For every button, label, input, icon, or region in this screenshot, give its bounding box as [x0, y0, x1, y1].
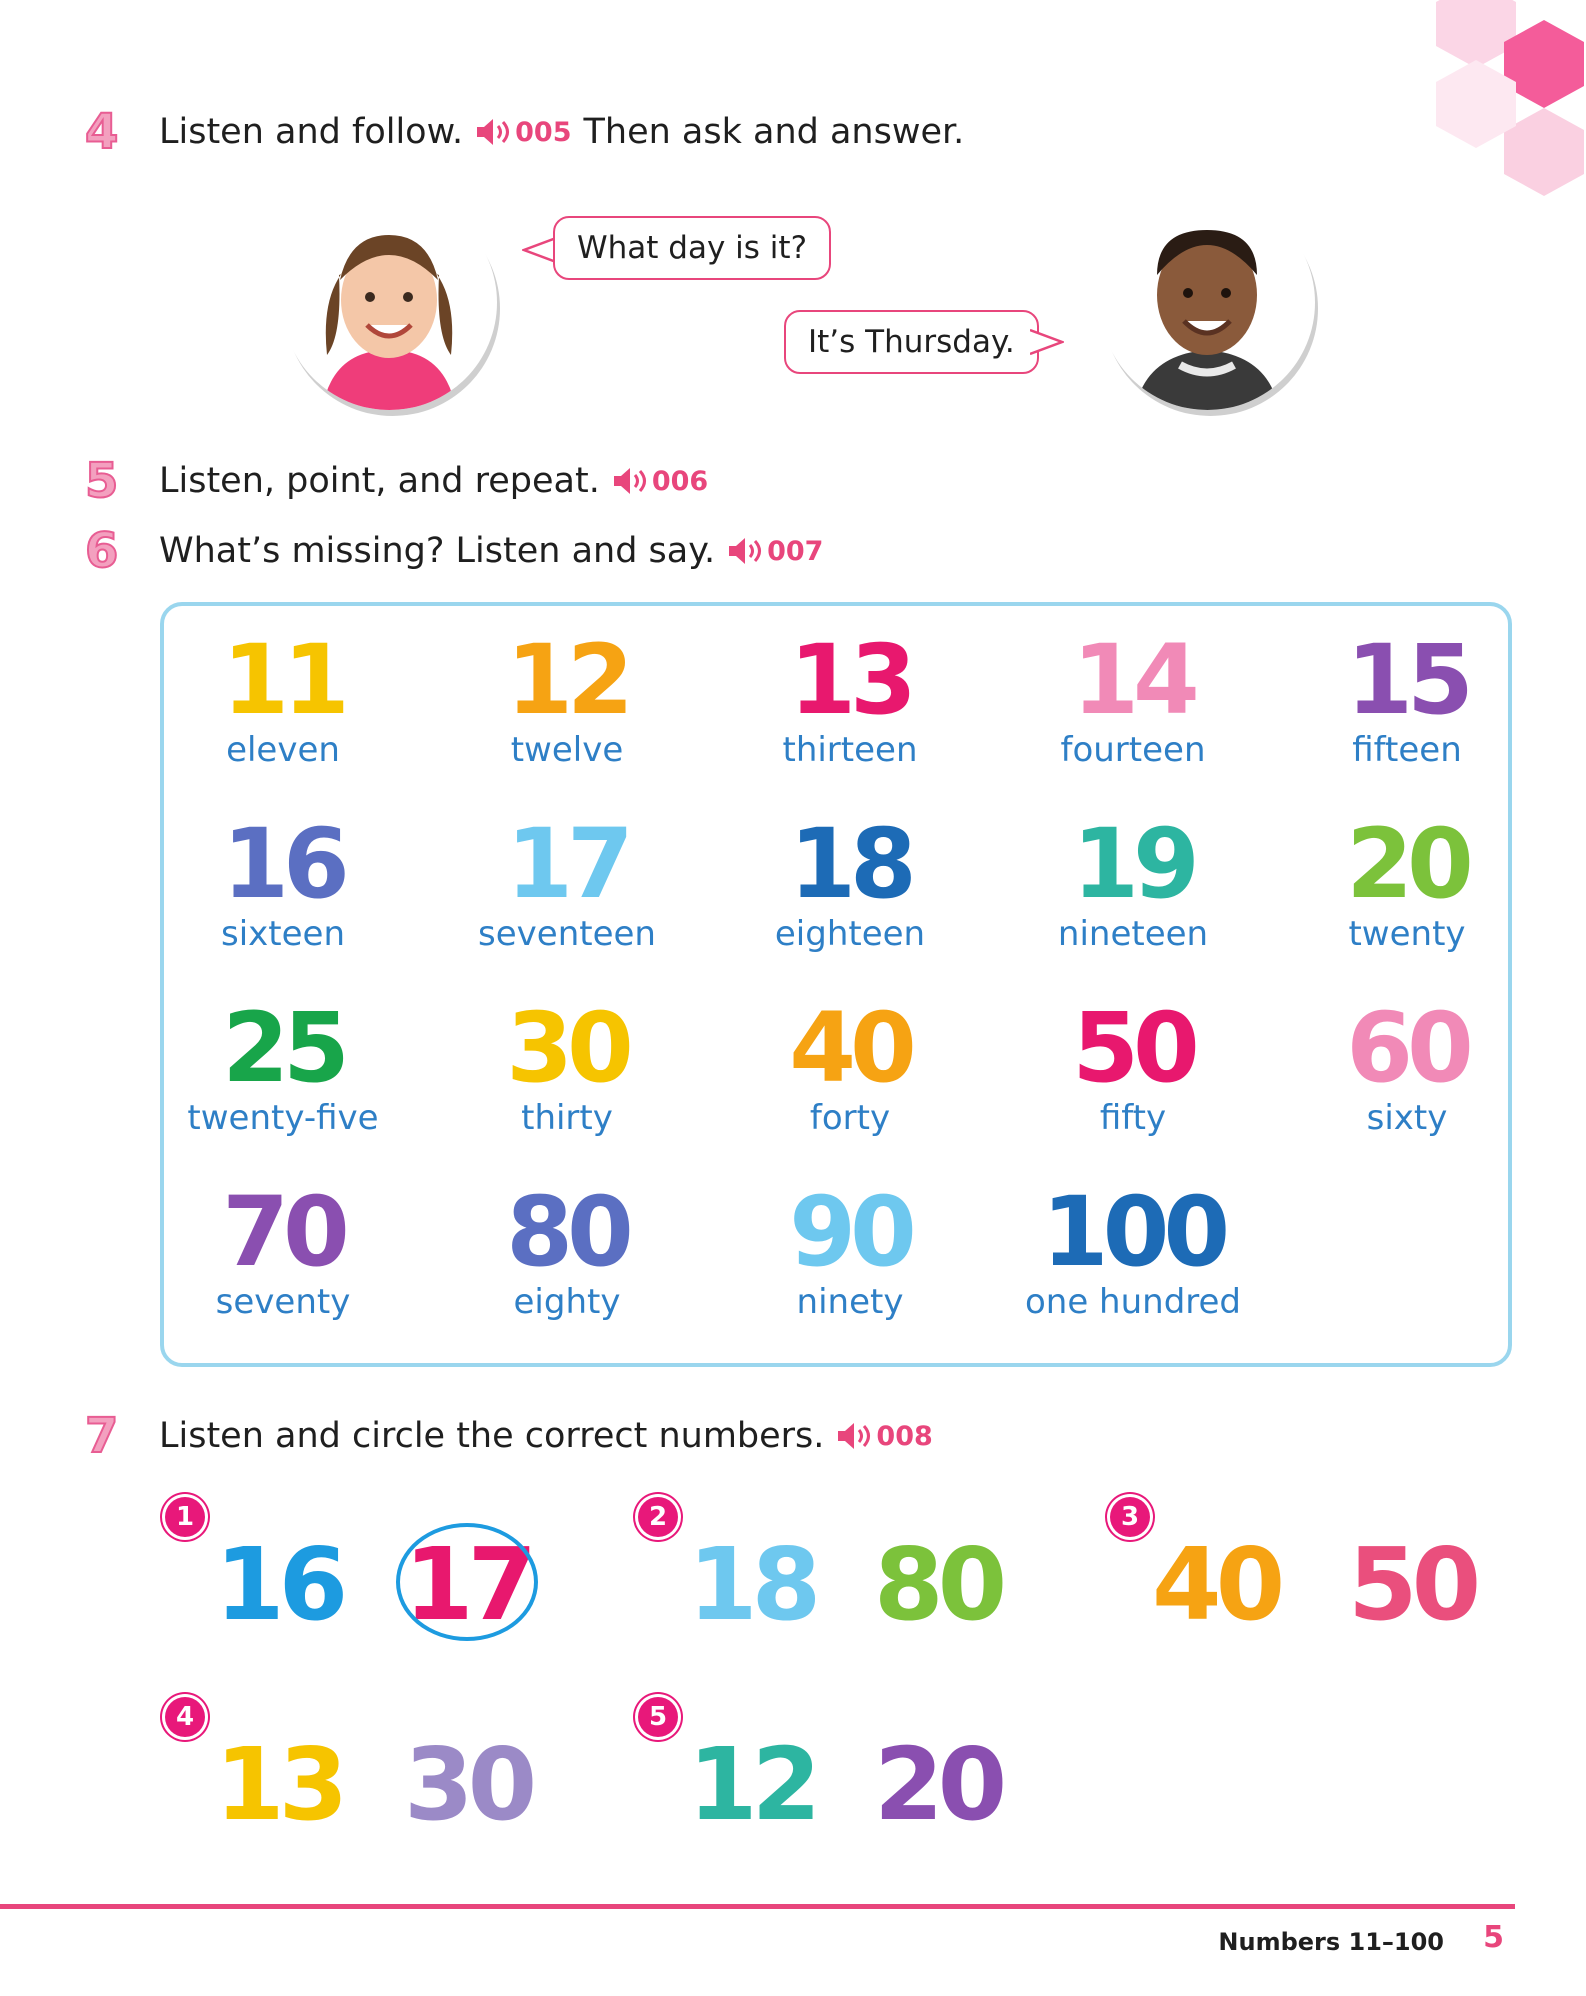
number-word: forty	[809, 1098, 891, 1138]
number-digits: 40	[789, 992, 911, 1104]
audio-track-button[interactable]	[727, 536, 823, 567]
exercise-4-header	[85, 104, 965, 160]
footer-divider	[0, 1904, 1515, 1909]
number-card	[720, 808, 980, 954]
number-choice[interactable]: 13	[215, 1726, 343, 1843]
number-digits: 18	[789, 808, 911, 920]
number-word: ninety	[796, 1282, 904, 1322]
number-card	[437, 1176, 697, 1322]
exercise-5-header	[85, 453, 709, 509]
number-choice[interactable]: 16	[215, 1526, 343, 1643]
hexagon-decoration	[1416, 0, 1586, 200]
number-digits: 14	[1072, 624, 1194, 736]
bubble-text: What day is it?	[577, 230, 808, 266]
number-word: sixteen	[221, 914, 345, 954]
number-word: eighteen	[774, 914, 926, 954]
speech-bubble-question	[553, 216, 831, 280]
audio-track-number: 008	[876, 1420, 933, 1452]
exercise-7-header	[85, 1408, 933, 1464]
number-word: seventy	[215, 1282, 351, 1322]
number-card	[1277, 808, 1537, 954]
number-digits: 12	[506, 624, 628, 736]
number-card	[153, 624, 413, 770]
exercise-6-header	[85, 523, 824, 579]
audio-track-button[interactable]	[475, 117, 571, 148]
number-choice[interactable]: 40	[1152, 1526, 1280, 1643]
exercise-number: 4	[85, 104, 119, 160]
item-number-badge: 4	[165, 1697, 205, 1737]
number-word: fifteen	[1352, 730, 1462, 770]
number-card	[437, 992, 697, 1138]
number-card	[720, 624, 980, 770]
number-word: sixty	[1366, 1098, 1448, 1138]
audio-track-button[interactable]	[612, 466, 708, 497]
exercise-instruction: Listen and follow.	[159, 112, 464, 152]
number-word: eleven	[226, 730, 340, 770]
number-word: thirteen	[782, 730, 918, 770]
number-digits: 30	[506, 992, 628, 1104]
number-card	[720, 1176, 980, 1322]
number-digits: 25	[222, 992, 344, 1104]
number-digits: 19	[1072, 808, 1194, 920]
number-choice[interactable]: 20	[874, 1726, 1002, 1843]
number-card	[1277, 992, 1537, 1138]
number-word: fifty	[1099, 1098, 1167, 1138]
audio-track-button[interactable]	[836, 1421, 932, 1452]
number-digits: 16	[222, 808, 344, 920]
number-choice[interactable]: 12	[688, 1726, 816, 1843]
number-word: thirty	[521, 1098, 613, 1138]
exercise-instruction-continued: Then ask and answer.	[583, 112, 965, 152]
number-word: nineteen	[1057, 914, 1209, 954]
number-digits: 70	[222, 1176, 344, 1288]
speaker-icon	[836, 1421, 874, 1451]
number-card	[437, 624, 697, 770]
number-digits: 50	[1072, 992, 1194, 1104]
item-number-badge: 1	[165, 1497, 205, 1537]
number-card	[153, 808, 413, 954]
number-digits: 100	[1041, 1176, 1225, 1288]
number-word: one hundred	[1024, 1282, 1242, 1322]
number-digits: 11	[222, 624, 344, 736]
item-number-badge: 2	[638, 1497, 678, 1537]
answer-circle-mark	[396, 1523, 538, 1641]
number-word: eighty	[513, 1282, 621, 1322]
exercise-instruction: Listen and circle the correct numbers.	[159, 1416, 825, 1456]
boy-photo	[1100, 195, 1315, 410]
number-choice[interactable]: 80	[874, 1526, 1002, 1643]
speech-bubble-answer	[784, 310, 1039, 374]
speech-bubble-tail	[522, 236, 556, 266]
number-card	[1277, 624, 1537, 770]
number-digits: 17	[506, 808, 628, 920]
number-word: twelve	[510, 730, 624, 770]
number-digits: 15	[1346, 624, 1468, 736]
number-card	[153, 1176, 413, 1322]
number-word: twenty-five	[187, 1098, 379, 1138]
number-card	[437, 808, 697, 954]
exercise-number: 5	[85, 453, 119, 509]
girl-photo	[282, 195, 497, 410]
page-number: 5	[1483, 1920, 1504, 1955]
speech-bubble-tail	[1030, 328, 1064, 358]
number-card	[1003, 992, 1263, 1138]
audio-track-number: 005	[515, 116, 572, 148]
number-word: seventeen	[478, 914, 656, 954]
bubble-text: It’s Thursday.	[808, 324, 1015, 360]
number-choice[interactable]: 50	[1348, 1526, 1476, 1643]
number-card	[1003, 624, 1263, 770]
speaker-icon	[475, 117, 513, 147]
number-word: fourteen	[1060, 730, 1206, 770]
item-number-badge: 3	[1110, 1497, 1150, 1537]
number-choice[interactable]: 18	[688, 1526, 816, 1643]
number-choice[interactable]: 17	[404, 1526, 532, 1643]
number-digits: 60	[1346, 992, 1468, 1104]
audio-track-number: 007	[767, 535, 824, 567]
number-digits: 90	[789, 1176, 911, 1288]
number-card	[1003, 808, 1263, 954]
number-digits: 80	[506, 1176, 628, 1288]
number-card	[1003, 1176, 1263, 1322]
number-card	[153, 992, 413, 1138]
audio-track-number: 006	[651, 465, 709, 497]
number-digits: 20	[1346, 808, 1468, 920]
footer-unit-title: Numbers 11–100	[1218, 1928, 1444, 1956]
speaker-icon	[612, 466, 650, 496]
exercise-number: 6	[85, 523, 119, 579]
number-card	[720, 992, 980, 1138]
exercise-instruction: What’s missing? Listen and say.	[159, 531, 716, 571]
exercise-number: 7	[85, 1408, 119, 1464]
number-word: twenty	[1348, 914, 1466, 954]
item-number-badge: 5	[638, 1697, 678, 1737]
speaker-icon	[727, 536, 765, 566]
exercise-instruction: Listen, point, and repeat.	[159, 461, 600, 501]
number-choice[interactable]: 30	[404, 1726, 532, 1843]
number-digits: 13	[789, 624, 911, 736]
